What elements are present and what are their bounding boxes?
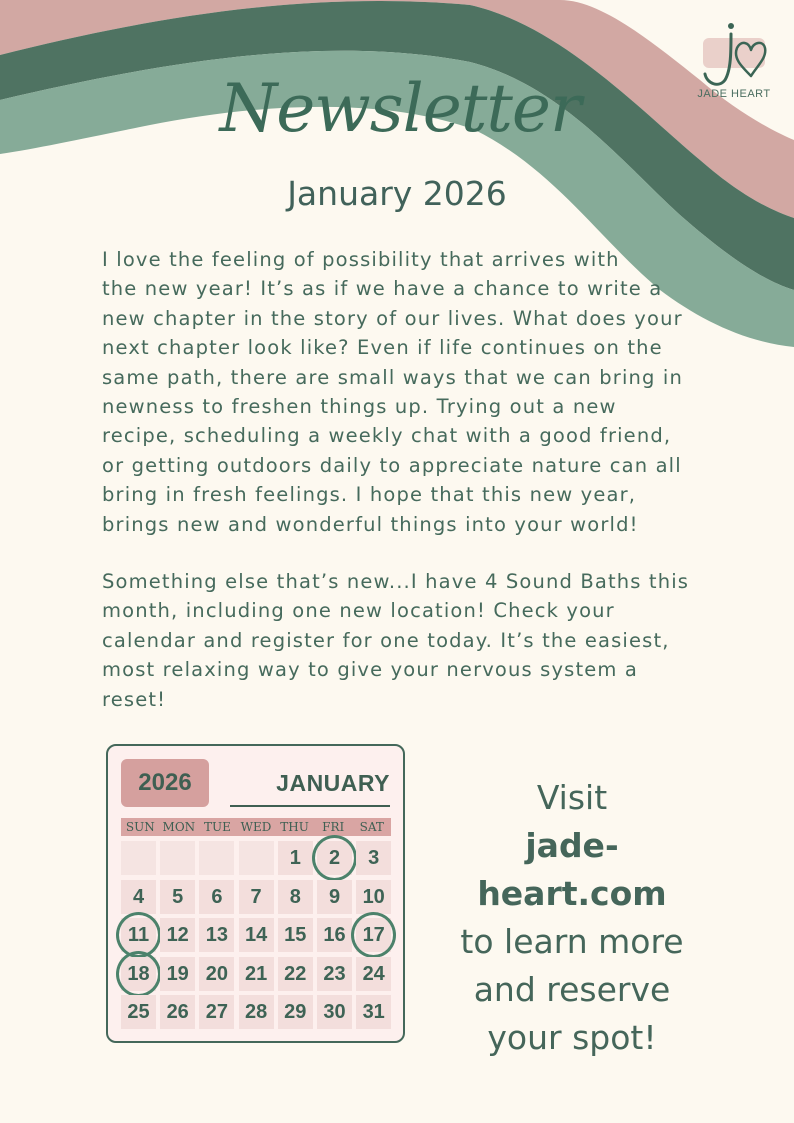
day-cell: 19: [160, 957, 195, 991]
call-to-action: [432, 774, 712, 1062]
day-cell: 30: [317, 995, 352, 1029]
weekday-label: MON: [162, 820, 196, 834]
cta-line: to learn more: [460, 922, 684, 961]
day-cell: 14: [239, 918, 274, 952]
cta-line: and reserve: [473, 970, 671, 1009]
day-cell: 18: [121, 957, 156, 991]
weekday-label: TUE: [204, 820, 231, 834]
brand-logo: [697, 22, 771, 104]
paragraph-line: brings new and wonderful things into your world!: [102, 512, 639, 536]
cta-line: your spot!: [487, 1018, 657, 1057]
day-cell: 21: [239, 957, 274, 991]
day-cell: 12: [160, 918, 195, 952]
paragraph-line: bring in fresh feelings. I hope that this new year,: [102, 483, 637, 507]
empty-day-cell: [199, 841, 234, 875]
website-link[interactable]: jade-heart.com: [477, 826, 667, 913]
weekday-label: WED: [240, 820, 272, 834]
day-cell: 10: [356, 880, 391, 914]
newsletter-date: January 2026: [287, 174, 507, 213]
cta-line: Visit: [536, 778, 608, 817]
paragraph-line: same path, there are small ways that we can bring in: [102, 365, 683, 389]
day-cell: 3: [356, 841, 391, 875]
day-cell: 15: [278, 918, 313, 952]
weekday-header: [121, 818, 391, 836]
day-cell: 8: [278, 880, 313, 914]
day-cell: 24: [356, 957, 391, 991]
day-cell: 22: [278, 957, 313, 991]
empty-day-cell: [160, 841, 195, 875]
day-cell: 7: [239, 880, 274, 914]
newsletter-title: Newsletter: [219, 70, 581, 147]
sound-bath-paragraph: [102, 567, 702, 714]
weekday-label: SUN: [125, 820, 155, 834]
day-cell: 16: [317, 918, 352, 952]
day-cell: 11: [121, 918, 156, 952]
intro-paragraph: [102, 245, 702, 539]
day-cell: 20: [199, 957, 234, 991]
paragraph-line: most relaxing way to give your nervous system a: [102, 658, 639, 682]
empty-day-cell: [239, 841, 274, 875]
day-cell: 4: [121, 880, 156, 914]
empty-day-cell: [121, 841, 156, 875]
day-cell: 13: [199, 918, 234, 952]
weekday-label: FRI: [322, 820, 345, 834]
heart-logo-icon: [697, 22, 771, 88]
paragraph-line: or getting outdoors daily to appreciate nature can all: [102, 453, 682, 477]
day-cell: 1: [278, 841, 313, 875]
brand-name: JADE HEART: [697, 88, 771, 100]
event-circle: [116, 951, 161, 997]
day-cell: 28: [239, 995, 274, 1029]
event-circle: [312, 835, 357, 881]
day-cell: 26: [160, 995, 195, 1029]
paragraph-line: the new year! It’s as if we have a chance to write a: [102, 277, 663, 301]
day-cell: 9: [317, 880, 352, 914]
paragraph-line: Something else that’s new...I have 4 Sound Baths this: [102, 570, 690, 593]
paragraph-line: I love the feeling of possibility that arrives with: [102, 248, 620, 271]
paragraph-line: month, including one new location! Check your: [102, 599, 615, 623]
day-cell: 5: [160, 880, 195, 914]
month-underline: [230, 805, 390, 807]
paragraph-line: recipe, scheduling a weekly chat with a good friend,: [102, 424, 672, 448]
day-cell: 31: [356, 995, 391, 1029]
day-cell: 25: [121, 995, 156, 1029]
calendar-card: [106, 744, 405, 1043]
day-cell: 17: [356, 918, 391, 952]
paragraph-line: newness to freshen things up. Trying out a new: [102, 395, 617, 419]
day-cell: 6: [199, 880, 234, 914]
day-cell: 23: [317, 957, 352, 991]
day-cell: 29: [278, 995, 313, 1029]
paragraph-line: new chapter in the story of our lives. What does your: [102, 306, 683, 330]
weekday-label: SAT: [359, 820, 384, 834]
calendar-year: 2026: [121, 759, 209, 807]
paragraph-line: next chapter look like? Even if life continues on the: [102, 336, 663, 360]
weekday-label: THU: [280, 820, 309, 834]
paragraph-line: reset!: [102, 687, 167, 711]
paragraph-line: calendar and register for one today. It’s the easiest,: [102, 628, 670, 652]
event-circle: [351, 912, 396, 958]
day-cell: 27: [199, 995, 234, 1029]
calendar-month: JANUARY: [276, 770, 390, 796]
day-cell: 2: [317, 841, 352, 875]
